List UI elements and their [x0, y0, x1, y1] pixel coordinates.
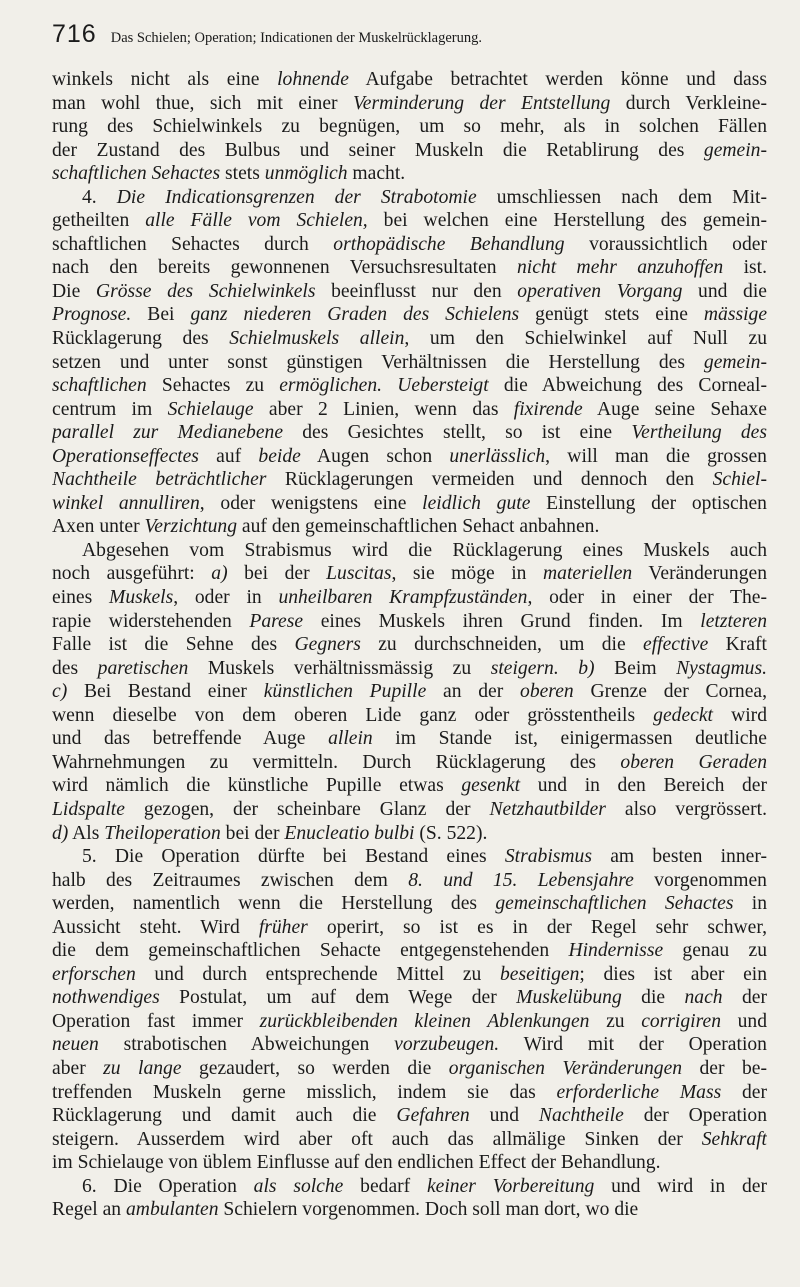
text-segment: und in den Bereich der: [520, 775, 767, 797]
italic-segment: nicht mehr anzuhoffen: [517, 257, 724, 279]
text-segment: und: [469, 1105, 539, 1127]
italic-segment: früher: [258, 916, 308, 938]
italic-segment: Prognose.: [52, 304, 132, 326]
text-segment: , sie möge in: [391, 563, 543, 585]
text-segment: macht.: [347, 163, 406, 185]
italic-segment: orthopädische Behandlung: [333, 233, 565, 255]
italic-segment: operativen Vorgang: [517, 280, 683, 302]
text-line: [52, 1057, 767, 1081]
text-segment: , oder in einer der The-: [527, 587, 767, 609]
italic-segment: künstlichen Pupille: [263, 681, 427, 703]
italic-segment: Hindernisse: [568, 940, 664, 962]
text-segment: der Zustand des Bulbus und seiner Muskeln die Retablirung des: [52, 139, 704, 161]
text-segment: auf den gemeinschaftlichen Sehact anbahnen.: [237, 516, 600, 538]
text-segment: der Operation: [623, 1105, 767, 1127]
italic-segment: Nystagmus.: [676, 657, 767, 679]
text-line: [52, 963, 767, 987]
text-segment: Rücklagerung des: [52, 328, 230, 350]
text-segment: aber 2 Linien, wenn das: [253, 398, 514, 420]
italic-segment: gedeckt: [653, 704, 713, 726]
italic-segment: schaftlichen Sehactes: [52, 163, 221, 185]
text-segment: der: [722, 987, 767, 1009]
text-segment: wird: [713, 704, 767, 726]
text-line: [52, 939, 767, 963]
italic-segment: beide: [258, 445, 301, 467]
text-line: [52, 233, 767, 257]
page-number: 716: [52, 20, 97, 48]
text-line: [52, 1128, 767, 1152]
text-segment: eines Muskels ihren Grund finden. Im: [303, 610, 701, 632]
text-line: [52, 327, 767, 351]
text-line: [52, 256, 767, 280]
italic-segment: effective: [643, 634, 709, 656]
text-segment: Einstellung der optischen: [530, 492, 767, 514]
text-line: [52, 1010, 767, 1034]
text-segment: Beim: [594, 657, 677, 679]
text-segment: rung des Schielwinkels zu begnügen, um so mehr, als in solchen Fällen: [52, 116, 767, 138]
text-segment: Rücklagerungen vermeiden und dennoch den: [266, 469, 713, 491]
italic-segment: Schielmuskels allein: [229, 328, 405, 350]
text-segment: vorgenommen: [633, 869, 767, 891]
text-line: [52, 657, 767, 681]
text-segment: Kraft: [708, 634, 767, 656]
text-line: [52, 1104, 767, 1128]
italic-segment: ganz niederen Graden des Schielens: [190, 304, 520, 326]
italic-segment: Nachtheile: [538, 1105, 624, 1127]
italic-segment: materiellen: [543, 563, 633, 585]
italic-segment: winkel annulliren: [52, 492, 200, 514]
italic-segment: oberen Geraden: [620, 751, 767, 773]
text-segment: treffenden Muskeln gerne misslich, indem sie das: [52, 1081, 557, 1103]
text-line: [52, 680, 767, 704]
italic-segment: unerlässlich: [449, 445, 546, 467]
text-segment: man wohl thue, sich mit einer: [52, 92, 354, 114]
text-line: [52, 774, 767, 798]
text-segment: Regel an: [52, 1199, 126, 1221]
italic-segment: gesenkt: [461, 775, 521, 797]
text-line: [52, 822, 767, 846]
text-line: [52, 892, 767, 916]
text-segment: in: [733, 893, 767, 915]
italic-segment: Luscitas: [326, 563, 392, 585]
text-segment: Rücklagerung und damit auch die: [52, 1105, 397, 1127]
text-line: [52, 468, 767, 492]
italic-segment: beseitigen: [499, 963, 580, 985]
italic-segment: lohnende: [277, 69, 349, 90]
italic-segment: corrigiren: [641, 1010, 722, 1032]
italic-segment: leidlich gute: [422, 492, 531, 514]
text-line: [52, 115, 767, 139]
text-segment: werden, namentlich wenn die Herstellung des: [52, 893, 496, 915]
text-segment: bedarf: [343, 1175, 427, 1197]
text-segment: und die: [682, 280, 767, 302]
italic-segment: c): [52, 681, 68, 703]
italic-segment: Strabismus: [504, 846, 592, 868]
text-segment: die Abweichung des Corneal-: [488, 375, 767, 397]
text-segment: , oder wenigstens eine: [199, 492, 423, 514]
text-segment: centrum im: [52, 398, 168, 420]
text-segment: Wahrnehmungen zu vermitteln. Durch Rücklagerung des: [52, 751, 621, 773]
italic-segment: Grösse des Schielwinkels: [95, 280, 316, 302]
text-segment: , oder in: [173, 587, 279, 609]
italic-segment: Enucleatio bulbi: [284, 822, 415, 844]
italic-segment: organischen Veränderungen: [448, 1057, 683, 1079]
text-line: [52, 139, 767, 163]
italic-segment: Gegners: [294, 634, 361, 656]
text-line: [52, 92, 767, 116]
text-line: [52, 539, 767, 563]
text-segment: voraussichtlich oder: [564, 233, 767, 255]
text-segment: ist.: [723, 257, 767, 279]
text-line: [52, 751, 767, 775]
text-segment: halb des Zeitraumes zwischen dem: [52, 869, 409, 891]
text-line: [52, 1151, 767, 1175]
text-segment: an der: [426, 681, 521, 703]
italic-segment: vorzubeugen.: [394, 1034, 500, 1056]
text-segment: Aussicht steht. Wird: [52, 916, 259, 938]
text-segment: 4.: [82, 186, 117, 208]
text-segment: wenn dieselbe von dem oberen Lide ganz oder grösstentheils: [52, 704, 654, 726]
italic-segment: d): [52, 822, 69, 844]
text-segment: wird nämlich die künstliche Pupille etwas: [52, 775, 462, 797]
italic-segment: letzteren: [700, 610, 767, 632]
italic-segment: erforderliche Mass: [556, 1081, 722, 1103]
text-segment: und wird in der: [594, 1175, 767, 1197]
text-segment: (S. 522).: [414, 822, 488, 844]
text-segment: und durch entsprechende Mittel zu: [135, 963, 500, 985]
text-segment: der be-: [682, 1057, 767, 1079]
text-segment: , um den Schielwinkel auf Null zu: [404, 328, 767, 350]
italic-segment: Muskelübung: [516, 987, 622, 1009]
text-segment: , will man die grossen: [545, 445, 767, 467]
text-segment: winkels nicht als eine: [52, 69, 278, 90]
text-segment: steigern. Ausserdem wird aber oft auch das allmälige Sinken der: [52, 1128, 702, 1150]
text-segment: gezaudert, so werden die: [181, 1057, 449, 1079]
running-head: Das Schielen; Operation; Indicationen der Muskelrücklagerung.: [110, 30, 482, 46]
italic-segment: schaftlichen: [52, 375, 147, 397]
italic-segment: gemeinschaftlichen Sehactes: [495, 893, 734, 915]
italic-segment: Die Indicationsgrenzen der Strabotomie: [116, 186, 477, 208]
text-line: [52, 280, 767, 304]
text-segment: die dem gemeinschaftlichen Sehacte entgegenstehenden: [52, 940, 569, 962]
text-line: [52, 162, 767, 186]
italic-segment: unmöglich: [264, 163, 348, 185]
italic-segment: parallel zur Medianebene: [52, 422, 284, 444]
text-segment: Als: [68, 822, 105, 844]
text-line: [52, 1198, 767, 1222]
text-segment: Operation fast immer: [52, 1010, 260, 1032]
text-segment: Die: [52, 280, 96, 302]
italic-segment: Lidspalte: [52, 798, 125, 820]
text-line: [52, 869, 767, 893]
text-line: [52, 798, 767, 822]
text-segment: Axen unter: [52, 516, 145, 538]
text-segment: des: [52, 657, 98, 679]
text-segment: Schielern vorgenommen. Doch soll man dort, wo die: [218, 1199, 639, 1221]
italic-segment: unheilbaren Krampfzuständen: [278, 587, 528, 609]
text-segment: gezogen, der scheinbare Glanz der: [124, 798, 490, 820]
text-line: [52, 421, 767, 445]
italic-segment: steigern. b): [490, 657, 595, 679]
italic-segment: keiner Vorbereitung: [426, 1175, 595, 1197]
text-segment: getheilten: [52, 210, 146, 232]
text-segment: Postulat, um auf dem Wege der: [159, 987, 517, 1009]
text-segment: bei der: [227, 563, 327, 585]
text-line: [52, 586, 767, 610]
text-segment: beeinflusst nur den: [315, 280, 518, 302]
text-segment: Bei: [131, 304, 191, 326]
italic-segment: oberen: [520, 681, 574, 703]
text-segment: im Stande ist, einigermassen deutliche: [372, 728, 767, 750]
italic-segment: Muskels: [109, 587, 174, 609]
text-segment: aber: [52, 1057, 104, 1079]
text-segment: umschliessen nach dem Mit-: [476, 186, 767, 208]
text-segment: Auge seine Sehaxe: [582, 398, 767, 420]
text-segment: zu durchschneiden, um die: [360, 634, 644, 656]
text-line: [52, 1033, 767, 1057]
text-line: [52, 303, 767, 327]
italic-segment: ambulanten: [126, 1199, 219, 1221]
italic-segment: Parese: [249, 610, 304, 632]
text-line: [52, 704, 767, 728]
text-line: [52, 515, 767, 539]
italic-segment: 8. und 15. Lebensjahre: [408, 869, 634, 891]
text-line: [52, 1081, 767, 1105]
italic-segment: zurückbleibenden kleinen Ablenkungen: [259, 1010, 590, 1032]
text-segment: Sehactes zu: [146, 375, 280, 397]
italic-segment: paretischen: [97, 657, 189, 679]
text-segment: Muskels verhältnissmässig zu: [188, 657, 491, 679]
italic-segment: nach: [684, 987, 723, 1009]
text-segment: operirt, so ist es in der Regel sehr schwer,: [307, 916, 767, 938]
italic-segment: Sehkraft: [701, 1128, 767, 1150]
text-segment: noch ausgeführt:: [52, 563, 212, 585]
text-segment: bei der: [220, 822, 285, 844]
text-line: [52, 68, 767, 92]
text-line: [52, 492, 767, 516]
text-segment: Wird mit der Operation: [499, 1034, 767, 1056]
text-line: [52, 986, 767, 1010]
text-segment: nach den bereits gewonnenen Versuchsresultaten: [52, 257, 517, 279]
text-segment: im Schielauge von üblem Einflusse auf den endlichen Effect der Behandlung.: [52, 1152, 661, 1174]
body-text: [52, 68, 767, 1222]
text-segment: Augen schon: [300, 445, 450, 467]
text-line: [52, 727, 767, 751]
text-segment: also vergrössert.: [605, 798, 767, 820]
italic-segment: Nachtheile beträchtlicher: [52, 469, 267, 491]
text-line: [52, 610, 767, 634]
text-segment: Veränderungen: [632, 563, 767, 585]
text-line: [52, 633, 767, 657]
italic-segment: Operationseffectes: [52, 445, 199, 467]
italic-segment: Schiel-: [712, 469, 767, 491]
italic-segment: Netzhautbilder: [489, 798, 606, 820]
text-line: [52, 845, 767, 869]
text-line: [52, 374, 767, 398]
italic-segment: mässige: [703, 304, 767, 326]
text-line: [52, 398, 767, 422]
text-segment: Falle ist die Sehne des: [52, 634, 295, 656]
text-segment: genügt stets eine: [519, 304, 704, 326]
text-line: [52, 209, 767, 233]
italic-segment: Verzichtung: [144, 516, 238, 538]
text-segment: des Gesichtes stellt, so ist eine: [283, 422, 632, 444]
text-segment: Abgesehen vom Strabismus wird die Rücklagerung eines Muskels auch: [82, 539, 767, 561]
text-segment: auf: [198, 445, 259, 467]
text-segment: bei welchen eine Herstellung des gemein-: [367, 210, 767, 232]
italic-segment: Schielauge: [167, 398, 254, 420]
text-segment: durch Verkleine-: [610, 92, 767, 114]
text-segment: Grenze der Cornea,: [573, 681, 767, 703]
italic-segment: gemein-: [703, 351, 767, 373]
italic-segment: alle Fälle vom Schielen,: [145, 210, 368, 232]
italic-segment: als solche: [253, 1175, 344, 1197]
italic-segment: zu lange: [103, 1057, 182, 1079]
italic-segment: Verminderung der Entstellung: [353, 92, 611, 114]
text-segment: strabotischen Abweichungen: [98, 1034, 395, 1056]
text-segment: setzen und unter sonst günstigen Verhältnissen die Herstellung des: [52, 351, 704, 373]
text-segment: zu: [589, 1010, 642, 1032]
italic-segment: fixirende: [513, 398, 583, 420]
italic-segment: Theiloperation: [104, 822, 221, 844]
text-segment: die: [621, 987, 685, 1009]
page-header: [52, 20, 767, 56]
italic-segment: gemein-: [703, 139, 767, 161]
text-segment: der: [721, 1081, 767, 1103]
text-segment: genau zu: [663, 940, 767, 962]
text-segment: Aufgabe betrachtet werden könne und dass: [348, 69, 767, 90]
text-segment: und: [721, 1010, 767, 1032]
text-segment: am besten inner-: [591, 846, 767, 868]
italic-segment: erforschen: [52, 963, 136, 985]
text-segment: ; dies ist aber ein: [579, 963, 767, 985]
text-line: [52, 445, 767, 469]
text-segment: eines: [52, 587, 110, 609]
text-segment: Bei Bestand einer: [67, 681, 264, 703]
text-segment: rapie widerstehenden: [52, 610, 250, 632]
italic-segment: a): [211, 563, 228, 585]
text-line: [52, 1175, 767, 1199]
italic-segment: neuen: [52, 1034, 99, 1056]
text-line: [52, 916, 767, 940]
text-segment: und das betreffende Auge: [52, 728, 329, 750]
text-line: [52, 351, 767, 375]
text-segment: schaftlichen Sehactes durch: [52, 233, 334, 255]
text-segment: 5. Die Operation dürfte bei Bestand eines: [82, 846, 505, 868]
italic-segment: allein: [328, 728, 373, 750]
italic-segment: ermöglichen. Uebersteigt: [279, 375, 489, 397]
text-line: [52, 186, 767, 210]
text-segment: 6. Die Operation: [82, 1175, 254, 1197]
text-line: [52, 562, 767, 586]
italic-segment: Gefahren: [396, 1105, 470, 1127]
italic-segment: nothwendiges: [52, 987, 160, 1009]
text-segment: stets: [220, 163, 265, 185]
italic-segment: Vertheilung des: [631, 422, 767, 444]
